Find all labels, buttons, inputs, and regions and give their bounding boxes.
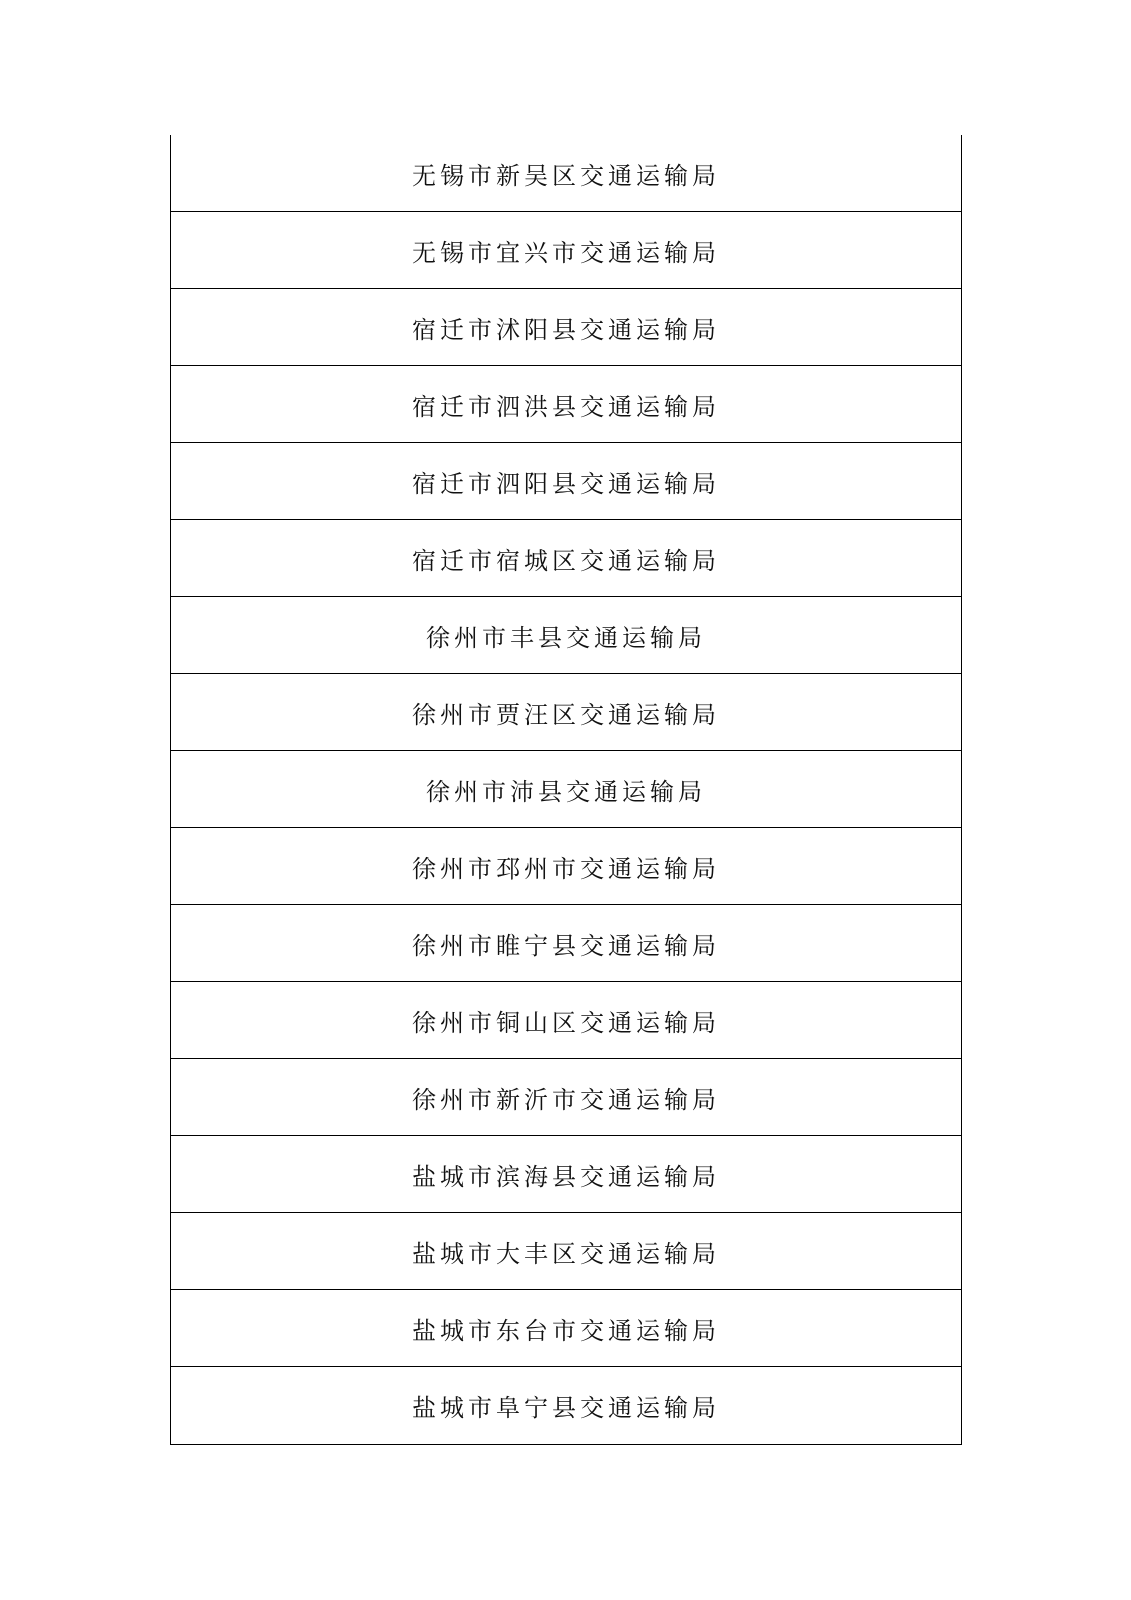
table-row [171, 674, 961, 751]
agency-name: 徐州市新沂市交通运输局 [412, 1085, 720, 1114]
agency-name: 盐城市大丰区交通运输局 [412, 1239, 720, 1268]
agency-name: 宿迁市沭阳县交通运输局 [412, 315, 720, 344]
agency-name: 盐城市东台市交通运输局 [412, 1316, 720, 1345]
agency-name: 宿迁市泗洪县交通运输局 [412, 392, 720, 421]
agency-name: 徐州市贾汪区交通运输局 [412, 700, 720, 729]
agency-name: 宿迁市泗阳县交通运输局 [412, 469, 720, 498]
table-row [171, 212, 961, 289]
table-row [171, 828, 961, 905]
table-row [171, 520, 961, 597]
table-row [171, 751, 961, 828]
table-row [171, 443, 961, 520]
table-row [171, 905, 961, 982]
table-row [171, 135, 961, 212]
agency-name: 无锡市宜兴市交通运输局 [412, 238, 720, 267]
agency-name: 徐州市铜山区交通运输局 [412, 1008, 720, 1037]
table-row [171, 289, 961, 366]
agency-name: 徐州市沛县交通运输局 [426, 777, 706, 806]
agency-name: 无锡市新吴区交通运输局 [412, 161, 720, 190]
table-row [171, 982, 961, 1059]
table-row [171, 1367, 961, 1444]
table-row [171, 1213, 961, 1290]
table-row [171, 1059, 961, 1136]
agency-name: 盐城市滨海县交通运输局 [412, 1162, 720, 1191]
agency-name: 盐城市阜宁县交通运输局 [412, 1394, 720, 1422]
table-row [171, 597, 961, 674]
table-row [171, 1136, 961, 1213]
agency-name: 徐州市丰县交通运输局 [426, 623, 706, 652]
agency-name: 徐州市邳州市交通运输局 [412, 854, 720, 883]
agency-table [170, 135, 962, 1445]
agency-name: 宿迁市宿城区交通运输局 [412, 546, 720, 575]
table-row [171, 1290, 961, 1367]
table-row [171, 366, 961, 443]
agency-name: 徐州市睢宁县交通运输局 [412, 931, 720, 960]
